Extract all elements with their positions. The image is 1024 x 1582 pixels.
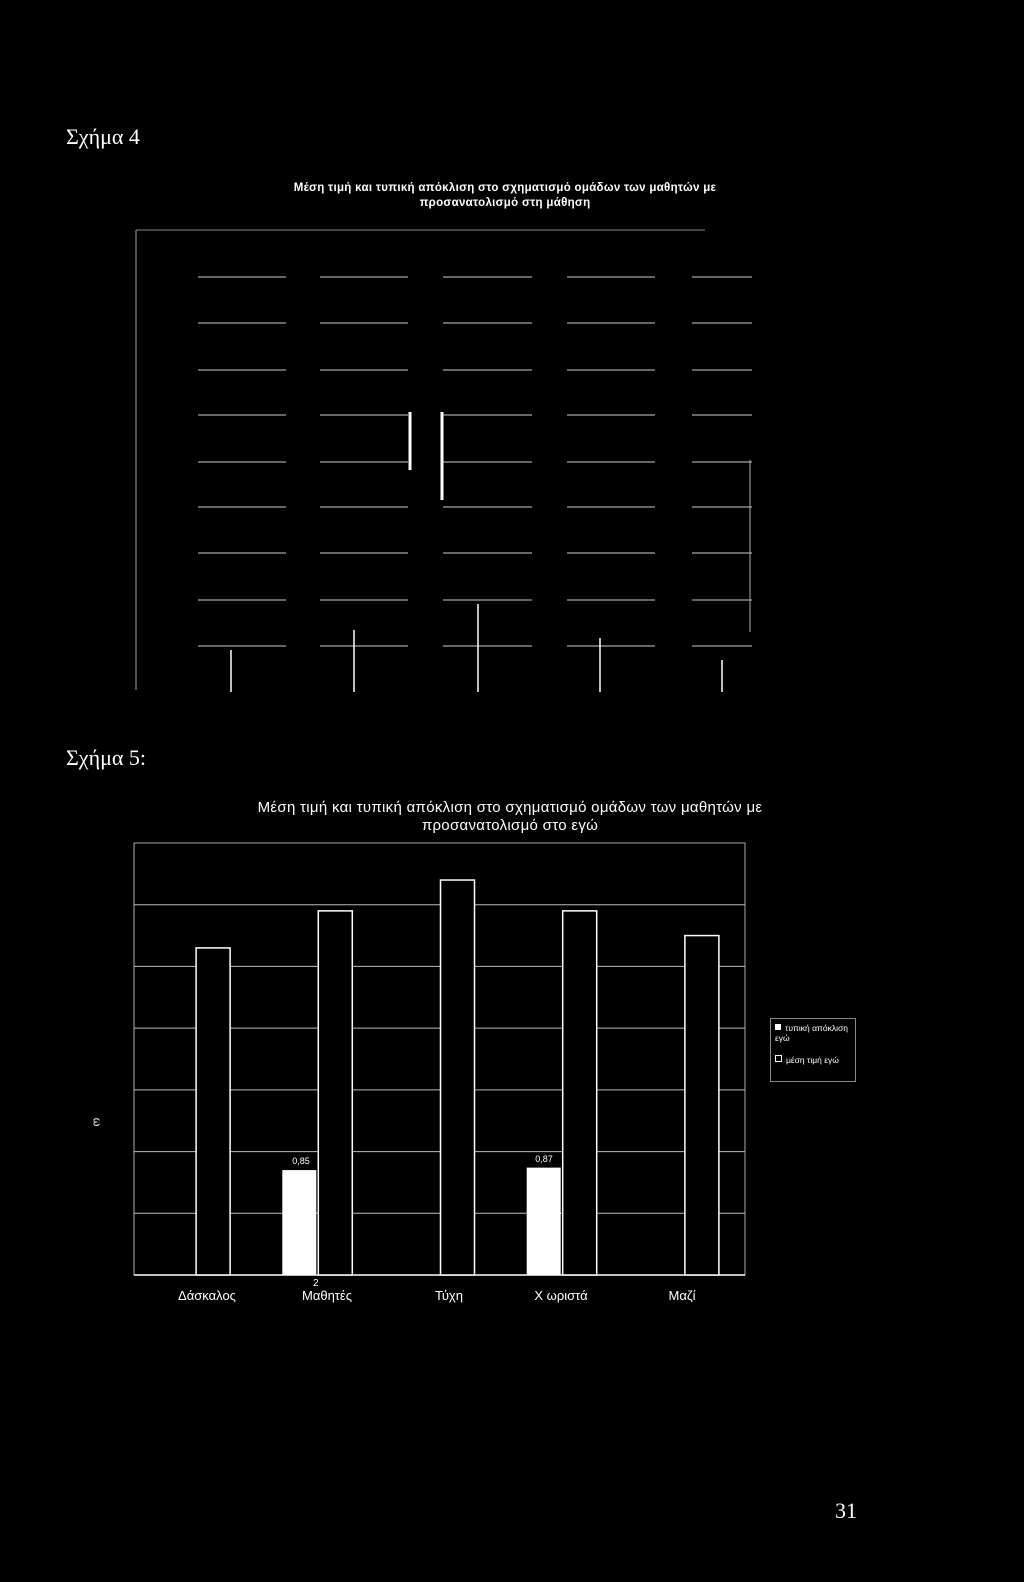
page-number: 31 [835, 1498, 857, 1523]
stray-category-mark: 2 [313, 1278, 319, 1289]
figure-4-caption-line-1: Μέση τιμή και τυπική απόκλιση στο σχηματισμό ομάδων των μαθητών με [293, 182, 717, 194]
category-label-separately: Χ ωριστά [534, 1288, 588, 1303]
legend-label-std: τυπική απόκλιση εγώ [775, 1023, 848, 1043]
bar-mean-4 [685, 936, 719, 1275]
data-label-students: 0,85 [292, 1156, 310, 1166]
figure-4-caption-line-2: προσανατολισμό στη μάθηση [419, 197, 591, 209]
legend-swatch-std [775, 1024, 781, 1030]
figure-5-caption-line-2: προσανατολισμό στο εγώ [421, 817, 599, 834]
bar-std-3 [527, 1168, 561, 1275]
category-label-students: Μαθητές [301, 1288, 353, 1303]
figure-5-heading: Σχήμα 5: [66, 745, 147, 770]
legend-swatch-mean [775, 1055, 782, 1062]
category-label-together: Μαζί [668, 1288, 696, 1303]
category-label-chance: Τύχη [435, 1288, 463, 1303]
category-label-teacher: Δάσκαλος [178, 1288, 236, 1303]
legend-item-std [775, 1023, 855, 1043]
legend-label-mean: μέση τιμή εγώ [786, 1055, 839, 1065]
bar-mean-1 [318, 911, 352, 1275]
legend-item-mean [775, 1055, 839, 1065]
figure-4-heading: Σχήμα 4 [66, 124, 140, 149]
figure-5-caption-line-1: Μέση τιμή και τυπική απόκλιση στο σχηματισμό ομάδων των μαθητών με [257, 799, 763, 816]
bar-mean-0 [196, 948, 230, 1275]
chart-legend [770, 1018, 856, 1082]
data-label-separately: 0,87 [535, 1154, 553, 1164]
stray-axis-mark: ω [90, 1117, 103, 1127]
bar-mean-3 [563, 911, 597, 1275]
bar-mean-2 [441, 880, 475, 1275]
bar-std-1 [282, 1170, 316, 1275]
